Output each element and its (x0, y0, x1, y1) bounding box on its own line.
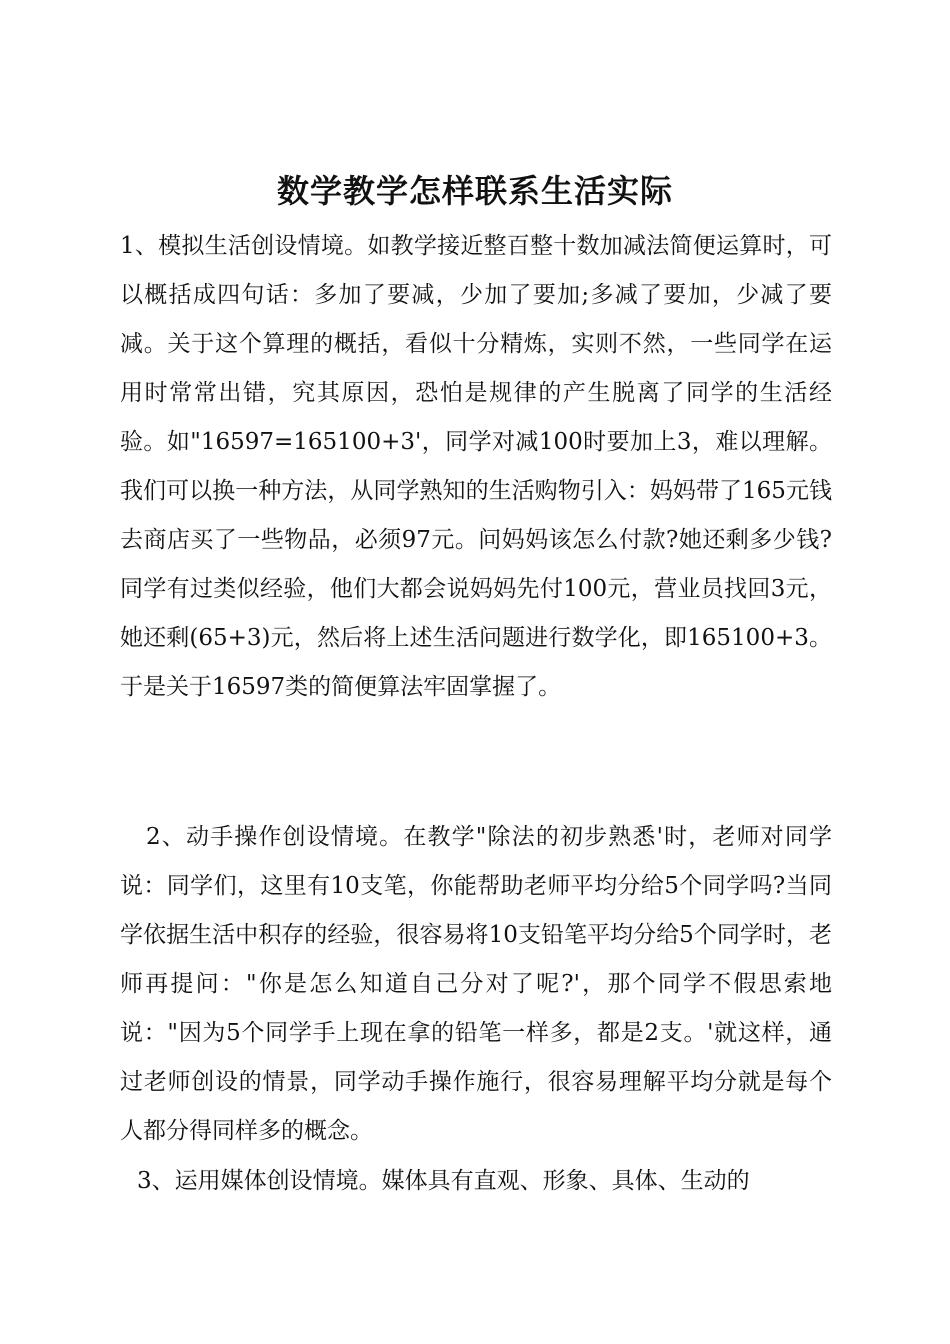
paragraph-2: 2、动手操作创设情境。在教学"除法的初步熟悉'时，老师对同学说：同学们，这里有10支笔，你能帮助老师平均分给5个同学吗?当同学依据生活中积存的经验，很容易将10支铅笔平均分给5个同学时，老师再提问："你是怎么知道自己分对了呢?'，那个同学不假思索地说："因为5个同学手上现在拿的铅笔一样多，都是2支。'就这样，通过老师创设的情景，同学动手操作施行，很容易理解平均分就是每个人都分得同样多的概念。 (120, 824, 832, 1144)
page-title: 数学教学怎样联系生活实际 (276, 172, 673, 211)
paragraph-3: 3、运用媒体创设情境。媒体具有直观、形象、具体、生动的 (137, 1168, 750, 1194)
paragraph-1: 1、模拟生活创设情境。如教学接近整百整十数加减法简便运算时，可以概括成四句话：多加了要减，少加了要加;多减了要加，少减了要减。关于这个算理的概括，看似十分精炼，实则不然，一些同学在运用时常常出错，究其原因，恐怕是规律的产生脱离了同学的生活经验。如"16597=165100+3'，同学对减100时要加上3，难以理解。我们可以换一种方法，从同学熟知的生活购物引入：妈妈带了165元钱去商店买了一些物品，必须97元。问妈妈该怎么付款?她还剩多少钱?同学有过类似经验，他们大都会说妈妈先付100元，营业员找回3元，她还剩(65+3)元，然后将上述生活问题进行数学化，即165100+3。于是关于16597类的简便算法牢固掌握了。 (120, 233, 832, 700)
